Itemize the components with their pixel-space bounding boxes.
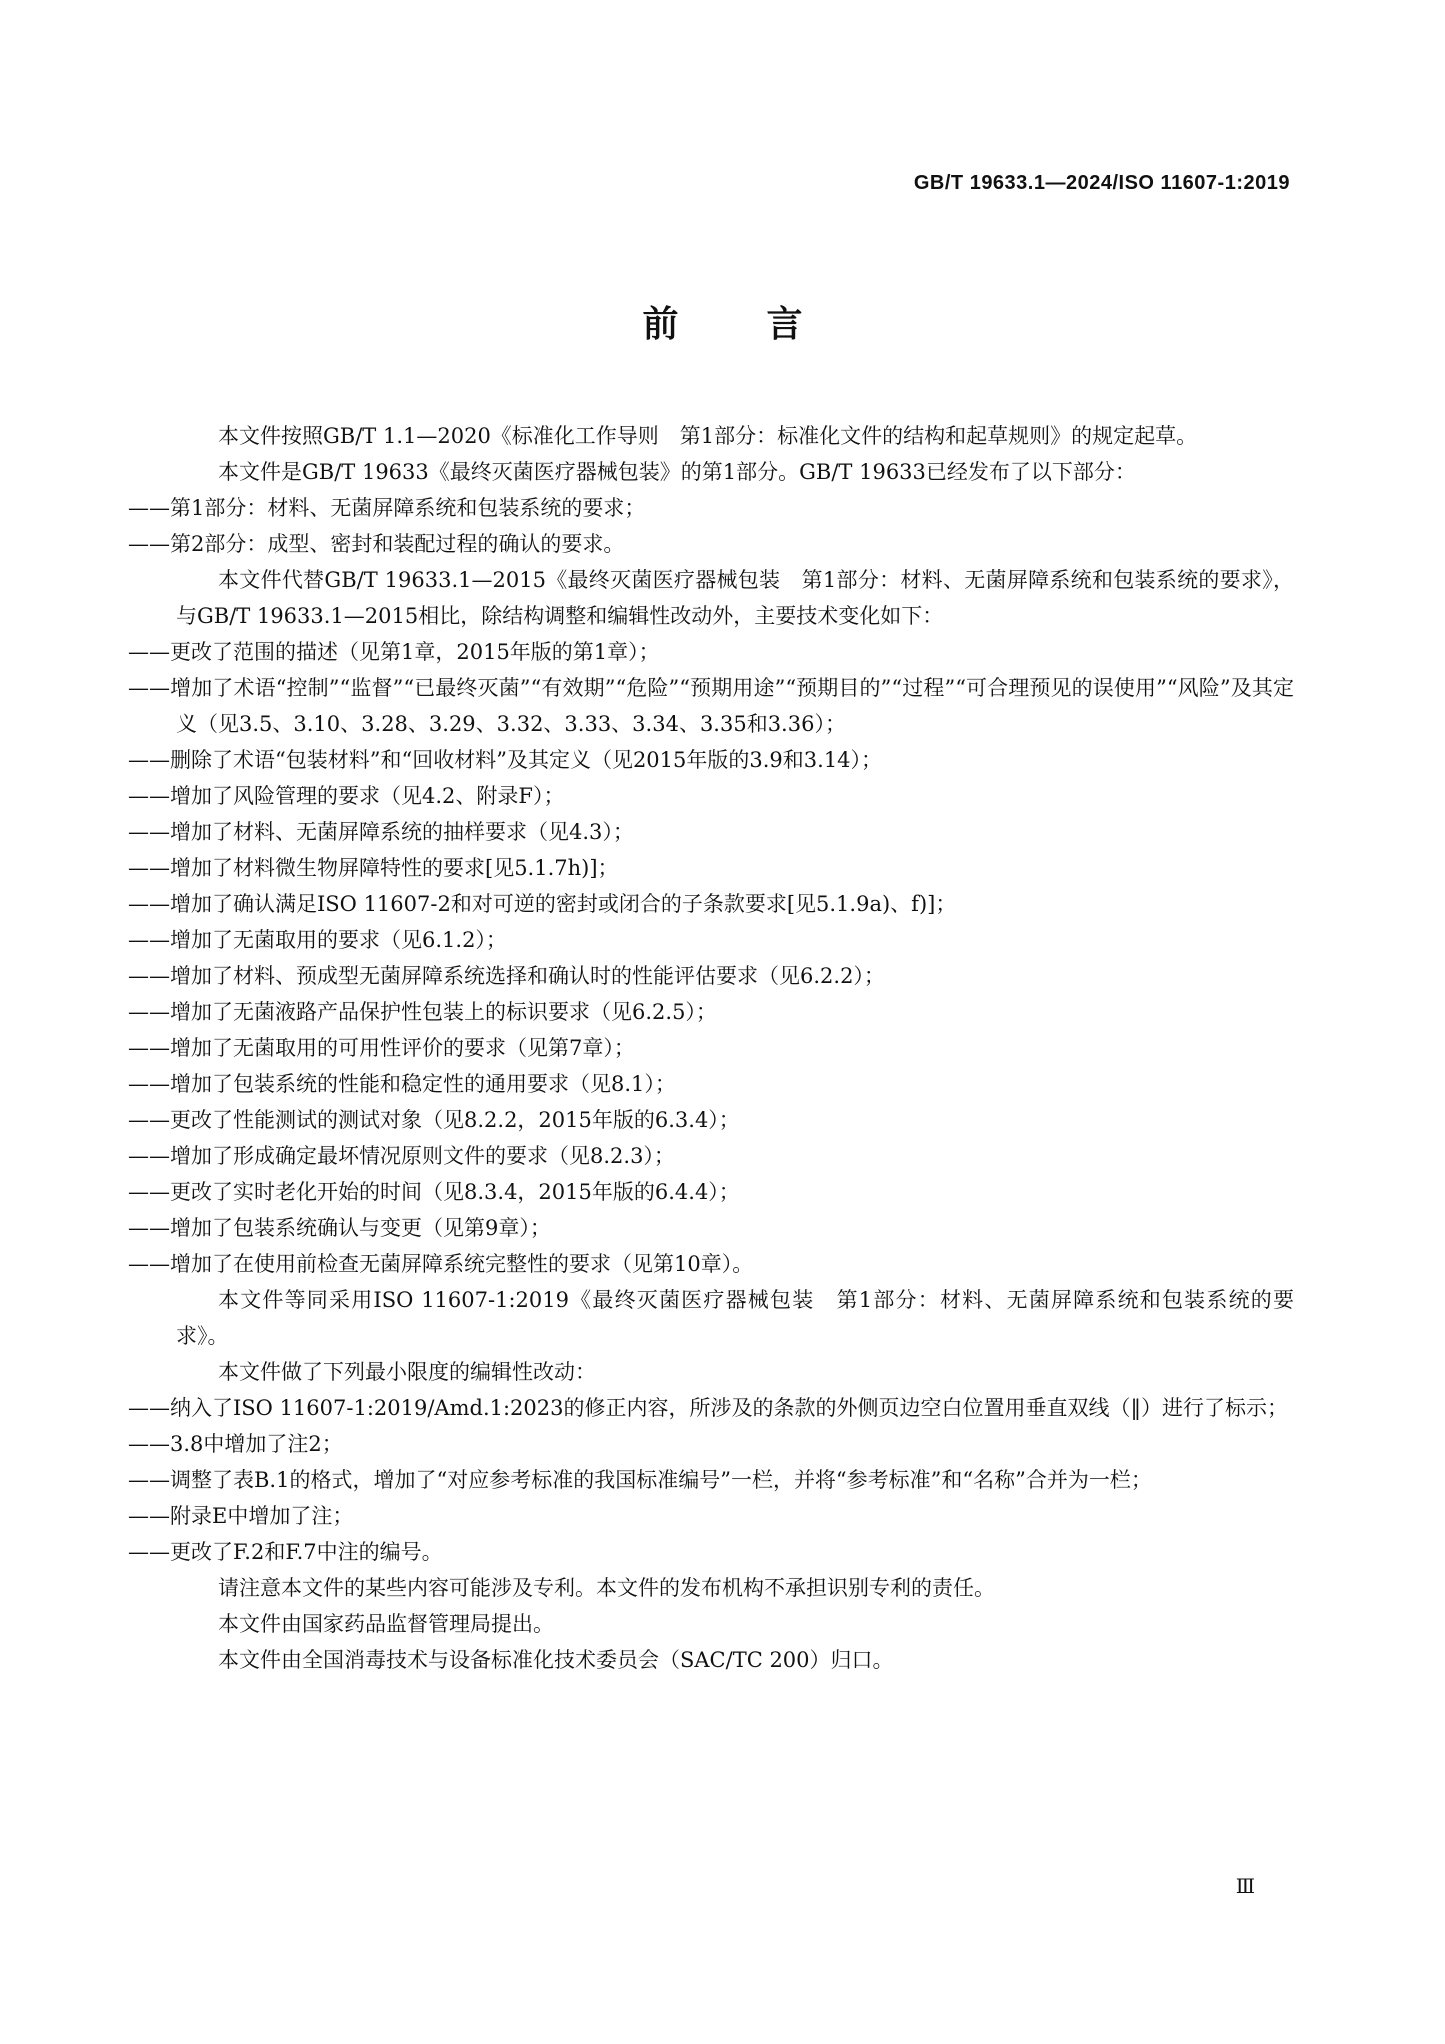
- change-item: ——更改了范围的描述（见第1章，2015年版的第1章）；: [128, 640, 660, 664]
- editorial-item: ——更改了F.2和F.7中注的编号。: [128, 1540, 443, 1564]
- editorial-item: ——附录E中增加了注；: [128, 1504, 354, 1528]
- paragraph-drafting-rule: 本文件按照GB/T 1.1—2020《标准化工作导则 第1部分：标准化文件的结构和起草规则》的规定起草。: [218, 424, 1198, 448]
- list-item-part-2: ——第2部分：成型、密封和装配过程的确认的要求。: [128, 532, 625, 556]
- change-item: ——增加了术语“控制”“监督”“已最终灭菌”“有效期”“危险”“预期用途”“预期目的”“过程”“可合理预见的误使用”“风险”及其定义（见3.5、3.10、3.28、3.29、3.32、3.33、3.34、3.35和3.36）；: [128, 676, 1294, 736]
- change-item: ——增加了材料微生物屏障特性的要求[见5.1.7h)]；: [128, 856, 619, 880]
- paragraph-editorial-intro: 本文件做了下列最小限度的编辑性改动：: [218, 1360, 596, 1384]
- change-item: ——增加了包装系统确认与变更（见第9章）；: [128, 1216, 551, 1240]
- change-item: ——增加了包装系统的性能和稳定性的通用要求（见8.1）；: [128, 1072, 676, 1096]
- paragraph-committee: 本文件由全国消毒技术与设备标准化技术委员会（SAC/TC 200）归口。: [218, 1648, 894, 1672]
- change-item: ——增加了风险管理的要求（见4.2、附录F）；: [128, 784, 565, 808]
- change-item: ——增加了确认满足ISO 11607-2和对可逆的密封或闭合的子条款要求[见5.1.9a)、f)]；: [128, 892, 957, 916]
- paragraph-equivalence: 本文件等同采用ISO 11607-1:2019《最终灭菌医疗器械包装 第1部分：材料、无菌屏障系统和包装系统的要求》。: [176, 1288, 1294, 1348]
- editorial-item: ——3.8中增加了注2；: [128, 1432, 343, 1456]
- editorial-item: ——调整了表B.1的格式，增加了“对应参考标准的我国标准编号”一栏，并将“参考标准”和“名称”合并为一栏；: [128, 1468, 1152, 1492]
- change-item: ——增加了形成确定最坏情况原则文件的要求（见8.2.3）；: [128, 1144, 675, 1168]
- change-item: ——增加了材料、预成型无菌屏障系统选择和确认时的性能评估要求（见6.2.2）；: [128, 964, 885, 988]
- standard-code-header: GB/T 19633.1—2024/ISO 11607-1:2019: [913, 172, 1290, 194]
- change-item: ——增加了材料、无菌屏障系统的抽样要求（见4.3）；: [128, 820, 634, 844]
- foreword-body: [128, 418, 1294, 1678]
- change-item: ——增加了无菌液路产品保护性包装上的标识要求（见6.2.5）；: [128, 1000, 717, 1024]
- list-item-part-1: ——第1部分：材料、无菌屏障系统和包装系统的要求；: [128, 496, 646, 520]
- change-item: ——增加了无菌取用的可用性评价的要求（见第7章）；: [128, 1036, 635, 1060]
- change-item: ——增加了无菌取用的要求（见6.1.2）；: [128, 928, 507, 952]
- paragraph-series-intro: 本文件是GB/T 19633《最终灭菌医疗器械包装》的第1部分。GB/T 19633已经发布了以下部分：: [218, 460, 1136, 484]
- page-title: 前言: [642, 304, 891, 345]
- paragraph-replacement: 本文件代替GB/T 19633.1—2015《最终灭菌医疗器械包装 第1部分：材料、无菌屏障系统和包装系统的要求》，与GB/T 19633.1—2015相比，除结构调整和编辑性改动外，主要技术变化如下：: [176, 568, 1294, 628]
- change-item: ——删除了术语“包装材料”和“回收材料”及其定义（见2015年版的3.9和3.14）；: [128, 748, 883, 772]
- paragraph-patent-notice: 请注意本文件的某些内容可能涉及专利。本文件的发布机构不承担识别专利的责任。: [218, 1576, 995, 1600]
- page-number: Ⅲ: [1235, 1874, 1255, 1898]
- change-item: ——更改了实时老化开始的时间（见8.3.4，2015年版的6.4.4）；: [128, 1180, 740, 1204]
- change-item: ——更改了性能测试的测试对象（见8.2.2，2015年版的6.3.4）；: [128, 1108, 740, 1132]
- paragraph-proposer: 本文件由国家药品监督管理局提出。: [218, 1612, 554, 1636]
- change-item: ——增加了在使用前检查无菌屏障系统完整性的要求（见第10章）。: [128, 1252, 754, 1276]
- editorial-item: ——纳入了ISO 11607-1:2019/Amd.1:2023的修正内容，所涉及的条款的外侧页边空白位置用垂直双线（‖）进行了标示；: [128, 1396, 1289, 1420]
